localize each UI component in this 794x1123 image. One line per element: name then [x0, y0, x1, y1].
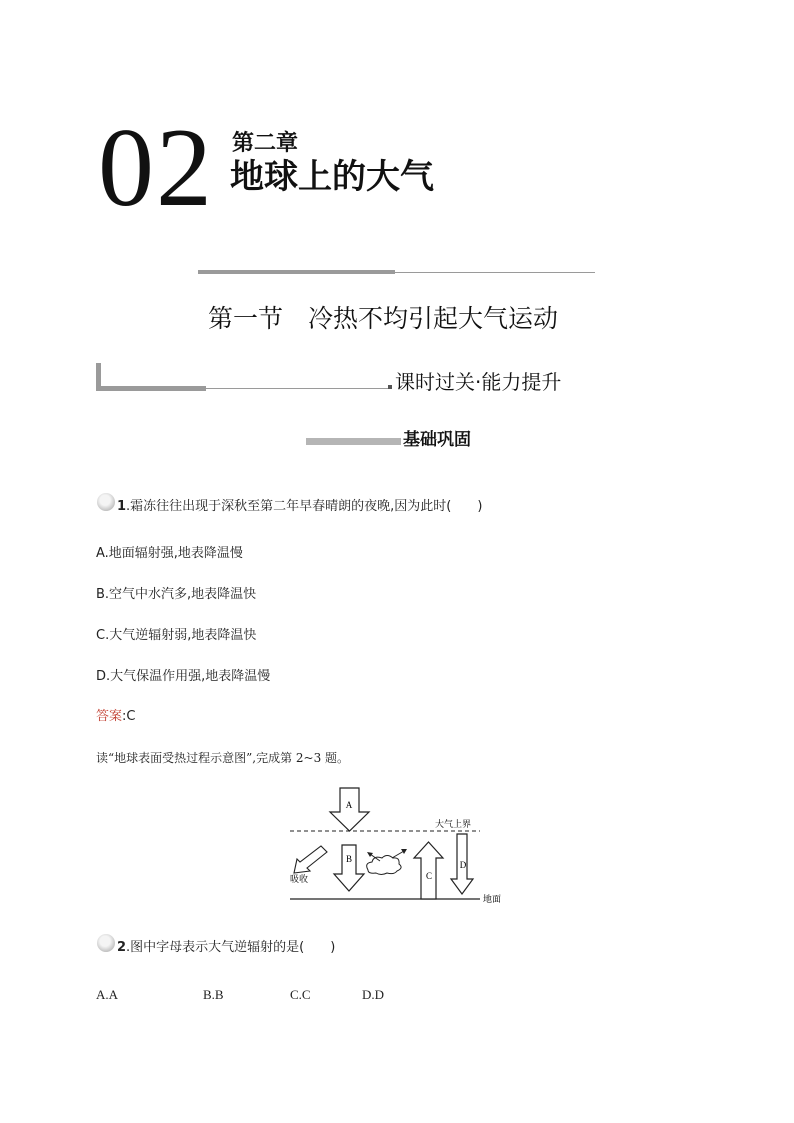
- question-1-stem: [117, 500, 482, 513]
- label-a: A: [345, 800, 353, 810]
- banner-title: 课时过关·能力提升: [395, 370, 562, 394]
- answer-value: :C: [122, 709, 136, 724]
- question-number: 2: [117, 940, 127, 955]
- scatter-arrow-right: [392, 851, 404, 858]
- header-rule-thin: [395, 272, 595, 273]
- section-title: 第一节 冷热不均引起大气运动: [208, 304, 559, 333]
- option-a: A.A: [96, 987, 119, 1002]
- chapter-title: 地球上的大气: [230, 157, 434, 197]
- heating-process-diagram: [280, 782, 520, 910]
- subsection-bar: [306, 438, 401, 445]
- question-number: 1: [117, 499, 127, 514]
- scatter-arrow-right-head: [401, 849, 407, 854]
- scatter-arrow-left-head: [367, 852, 373, 857]
- chapter-number: 02: [98, 106, 214, 230]
- option-b: B.B: [203, 987, 224, 1002]
- option-d: D.大气保温作用强,地表降温慢: [96, 669, 271, 684]
- question-marker-icon: [97, 493, 115, 511]
- label-c: C: [425, 871, 433, 881]
- subsection-title: 基础巩固: [403, 430, 471, 450]
- label-absorb: 吸收: [290, 875, 309, 885]
- arrow-b: [334, 845, 364, 891]
- question-2-stem: [117, 941, 335, 954]
- banner-line: [206, 388, 388, 389]
- label-ground: 地面: [483, 895, 502, 905]
- diagram-intro: 读“地球表面受热过程示意图”,完成第 2~3 题。: [96, 751, 350, 765]
- banner-dot: [388, 385, 392, 389]
- option-c: C.大气逆辐射弱,地表降温快: [96, 628, 257, 643]
- label-b: B: [345, 854, 353, 864]
- answer-label: 答案: [96, 709, 123, 724]
- header-rule-thick: [198, 270, 395, 274]
- answer: [96, 710, 135, 723]
- question-text: .霜冻往往出现于深秋至第二年早春晴朗的夜晚,因为此时( ): [126, 499, 483, 514]
- question-2-options: [0, 988, 794, 1004]
- option-d: D.D: [362, 987, 385, 1002]
- option-a: A.地面辐射强,地表降温慢: [96, 546, 243, 561]
- banner-bracket-horizontal: [96, 386, 206, 391]
- label-d: D: [459, 860, 467, 870]
- cloud-icon: [367, 856, 401, 875]
- option-c: C.C: [290, 987, 311, 1002]
- arrow-absorb: [294, 846, 327, 873]
- question-marker-icon: [97, 934, 115, 952]
- chapter-label: 第二章: [232, 131, 299, 156]
- option-b: B.空气中水汽多,地表降温快: [96, 587, 257, 602]
- question-text: .图中字母表示大气逆辐射的是( ): [126, 940, 336, 955]
- label-upper-boundary: 大气上界: [435, 820, 472, 830]
